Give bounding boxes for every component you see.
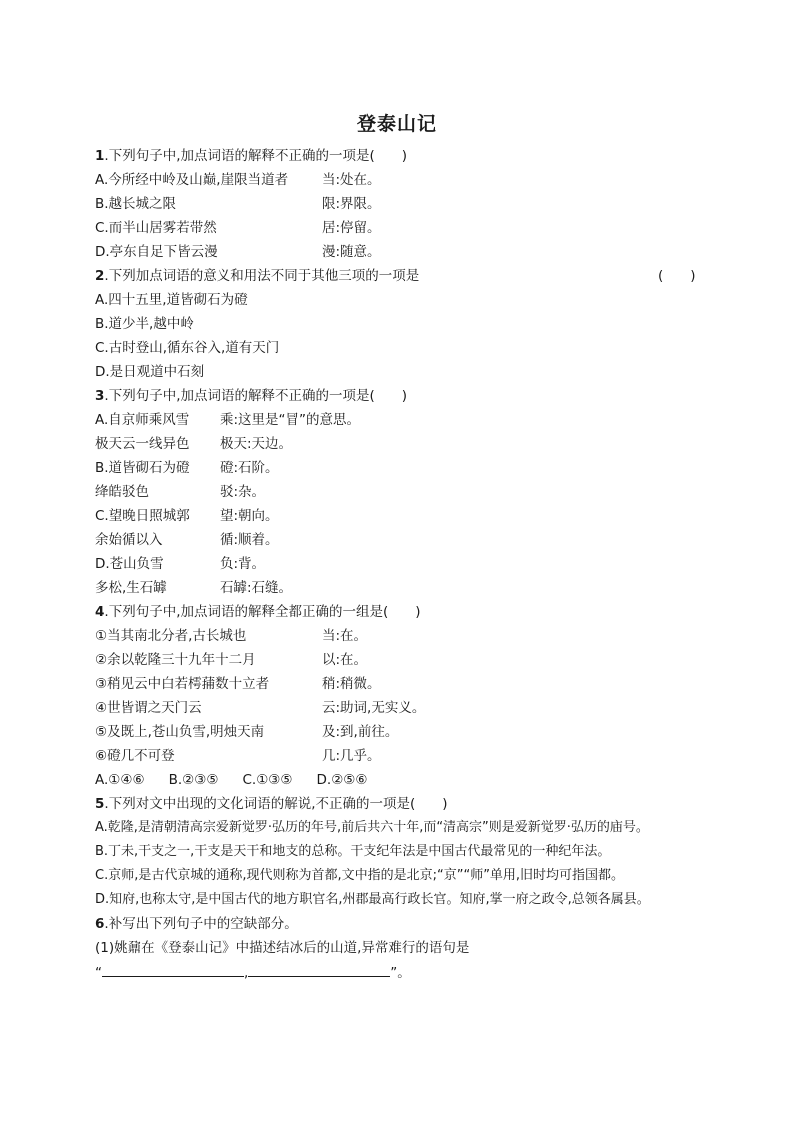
question-3-text: .下列句子中,加点词语的解释不正确的一项是( ) [104,388,408,404]
question-2-number: 2 [95,268,105,284]
q4-item-3-gloss: 稍:稍微。 [322,676,381,692]
q5-option-a: A.乾隆,是清朝清高宗爱新觉罗·弘历的年号,前后共六十年,而“清高宗”则是爱新觉罗·弘历的庙号。 [95,820,649,835]
question-6-stem [95,914,298,934]
q3-row-5: C.望晚日照城郭 [95,508,190,524]
q4-item-1-gloss: 当:在。 [322,628,368,644]
q3-row-7: D.苍山负雪 [95,556,164,572]
q1-option-d: D.亭东自足下皆云漫 [95,244,218,260]
q5-option-b: B.丁未,干支之一,干支是天干和地支的总称。干支纪年法是中国古代最常见的一种纪年法。 [95,844,611,859]
question-3-stem [95,386,407,406]
q4-item-2-gloss: 以:在。 [322,652,368,668]
question-3-number: 3 [95,388,105,404]
question-5-number: 5 [95,796,105,812]
q3-row-7-gloss: 负:背。 [220,556,266,572]
q1-option-b: B.越长城之限 [95,196,177,212]
q4-choice-d: D.②⑤⑥ [316,772,368,788]
q4-item-4: ④世皆谓之天门云 [95,700,202,716]
q3-row-8-gloss: 石罅:石缝。 [220,580,293,596]
q5-option-d: D.知府,也称太守,是中国古代的地方职官名,州郡最高行政长官。知府,掌一府之政令,总领各属县。 [95,892,650,907]
q4-choice-a: A.①④⑥ [95,772,145,788]
q3-row-2: 极天云一线异色 [95,436,190,452]
question-4-number: 4 [95,604,105,620]
q2-option-a: A.四十五里,道皆砌石为磴 [95,292,248,308]
q4-item-2: ②余以乾隆三十九年十二月 [95,652,256,668]
page-title: 登泰山记 [356,113,437,135]
q6-sub-1: (1)姚鼐在《登泰山记》中描述结冰后的山道,异常难行的语句是 [95,940,470,956]
question-6-number: 6 [95,916,105,932]
q1-option-b-gloss: 限:界限。 [322,196,381,212]
q4-item-6-gloss: 几:几乎。 [322,748,381,764]
q3-row-1: A.自京师乘风雪 [95,412,190,428]
answer-blank-1[interactable] [102,962,244,977]
q3-row-6: 余始循以入 [95,532,163,548]
q3-row-8: 多松,生石罅 [95,580,167,596]
q4-choice-c: C.①③⑤ [242,772,293,788]
q3-row-2-gloss: 极天:天边。 [220,436,293,452]
question-5-text: .下列对文中出现的文化词语的解说,不正确的一项是( ) [104,796,448,812]
open-quote: “ [95,965,102,981]
q4-item-1: ①当其南北分者,古长城也 [95,628,247,644]
q4-choices [95,770,368,790]
q3-row-5-gloss: 望:朝向。 [220,508,279,524]
q1-option-c-gloss: 居:停留。 [322,220,381,236]
blank-comma: , [244,965,249,981]
q4-item-5-gloss: 及:到,前往。 [322,724,399,740]
question-2-answer-paren: ( ) [658,268,696,284]
question-1-number: 1 [95,148,105,164]
q1-option-d-gloss: 漫:随意。 [322,244,381,260]
q3-row-4: 绛皓驳色 [95,484,149,500]
close-quote: ”。 [390,965,411,981]
q2-option-b: B.道少半,越中岭 [95,316,194,332]
q3-row-3-gloss: 磴:石阶。 [220,460,279,476]
q4-item-4-gloss: 云:助词,无实义。 [322,700,426,716]
q3-row-3: B.道皆砌石为磴 [95,460,190,476]
question-6-text: .补写出下列句子中的空缺部分。 [104,916,298,932]
q1-option-a: A.今所经中岭及山巅,崖限当道者 [95,172,289,188]
question-1-text: .下列句子中,加点词语的解释不正确的一项是( ) [104,148,408,164]
q4-choice-b: B.②③⑤ [168,772,219,788]
question-4-stem [95,602,421,622]
question-2-text: .下列加点词语的意义和用法不同于其他三项的一项是 [104,268,420,284]
q4-item-5: ⑤及既上,苍山负雪,明烛天南 [95,724,265,740]
q4-item-3: ③稍见云中白若樗蒱数十立者 [95,676,270,692]
q5-option-c: C.京师,是古代京城的通称,现代则称为首都,文中指的是北京;“京”“师”单用,旧时均可指国都。 [95,868,625,883]
question-5-stem [95,794,448,814]
question-2-stem [95,266,419,286]
q2-option-c: C.古时登山,循东谷入,道有天门 [95,340,280,356]
q2-option-d: D.是日观道中石刻 [95,364,205,380]
answer-blank-2[interactable] [248,962,390,977]
question-4-text: .下列句子中,加点词语的解释全都正确的一组是( ) [104,604,421,620]
q3-row-6-gloss: 循:顺着。 [220,532,279,548]
q1-option-c: C.而半山居雾若带然 [95,220,217,236]
question-1-stem [95,146,407,166]
q3-row-1-gloss: 乘:这里是“冒”的意思。 [220,412,361,428]
q3-row-4-gloss: 驳:杂。 [220,484,266,500]
q6-fill-line [95,962,411,982]
q1-option-a-gloss: 当:处在。 [322,172,381,188]
q4-item-6: ⑥磴几不可登 [95,748,175,764]
